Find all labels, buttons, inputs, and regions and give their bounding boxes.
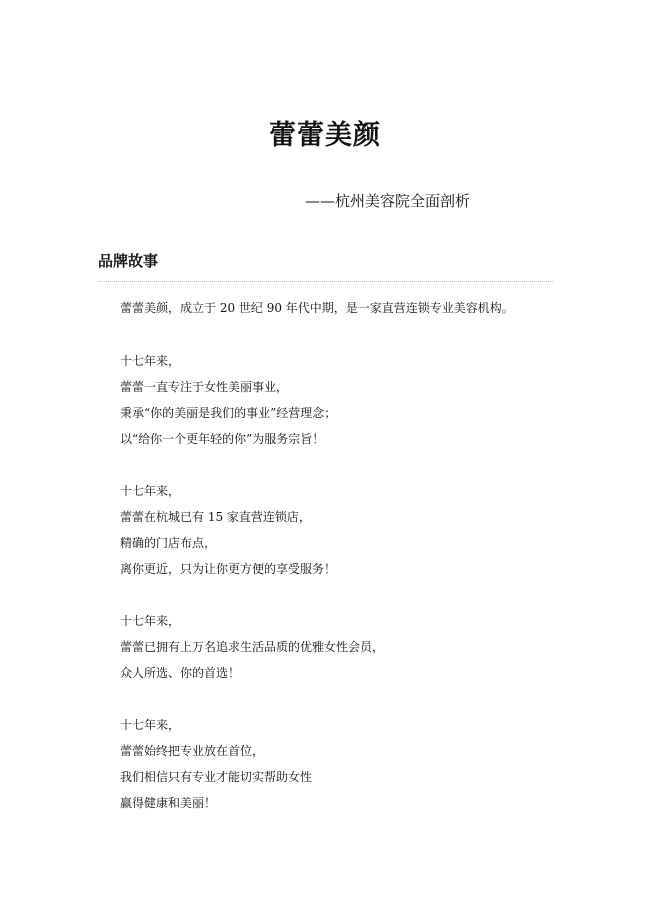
paragraph-3: [120, 612, 560, 682]
paragraph-line: 蕾蕾始终把专业放在首位，: [120, 744, 265, 758]
paragraph-line: 蕾蕾在杭城已有 15 家直营连锁店，: [120, 510, 311, 524]
paragraph-line: 蕾蕾一直专注于女性美丽事业，: [120, 380, 289, 394]
paragraph-2: [120, 482, 560, 578]
section-divider: [98, 281, 553, 282]
paragraph-line: 蕾蕾已拥有上万名追求生活品质的优雅女性会员，: [120, 640, 385, 654]
paragraph-line: 众人所选、你的首选！: [120, 666, 241, 680]
section-heading: 品牌故事: [98, 252, 159, 270]
paragraph-1: [120, 352, 560, 448]
body-text: [120, 299, 560, 846]
paragraph-line: 赢得健康和美丽！: [120, 796, 217, 810]
paragraph-line: 十七年来，: [120, 484, 181, 498]
page-subtitle: ——杭州美容院全面剖析: [305, 192, 471, 210]
page-title: 蕾蕾美颜: [269, 120, 381, 151]
paragraph-line: 秉承“你的美丽是我们的事业”经营理念；: [120, 406, 337, 420]
paragraph-line: 十七年来，: [120, 614, 181, 628]
paragraph-line: 我们相信只有专业才能切实帮助女性: [120, 770, 313, 784]
paragraph-line: 十七年来，: [120, 718, 181, 732]
paragraph-line: 十七年来，: [120, 354, 181, 368]
paragraph-4: [120, 716, 560, 812]
paragraph-line: 以“给你一个更年轻的你”为服务宗旨！: [120, 432, 325, 446]
paragraph-line: 精确的门店布点，: [120, 536, 217, 550]
paragraph-line: 离你更近，只为让你更方便的享受服务！: [120, 562, 337, 576]
intro-paragraph: 蕾蕾美颜，成立于 20 世纪 90 年代中期，是一家直营连锁专业美容机构。: [120, 301, 514, 315]
